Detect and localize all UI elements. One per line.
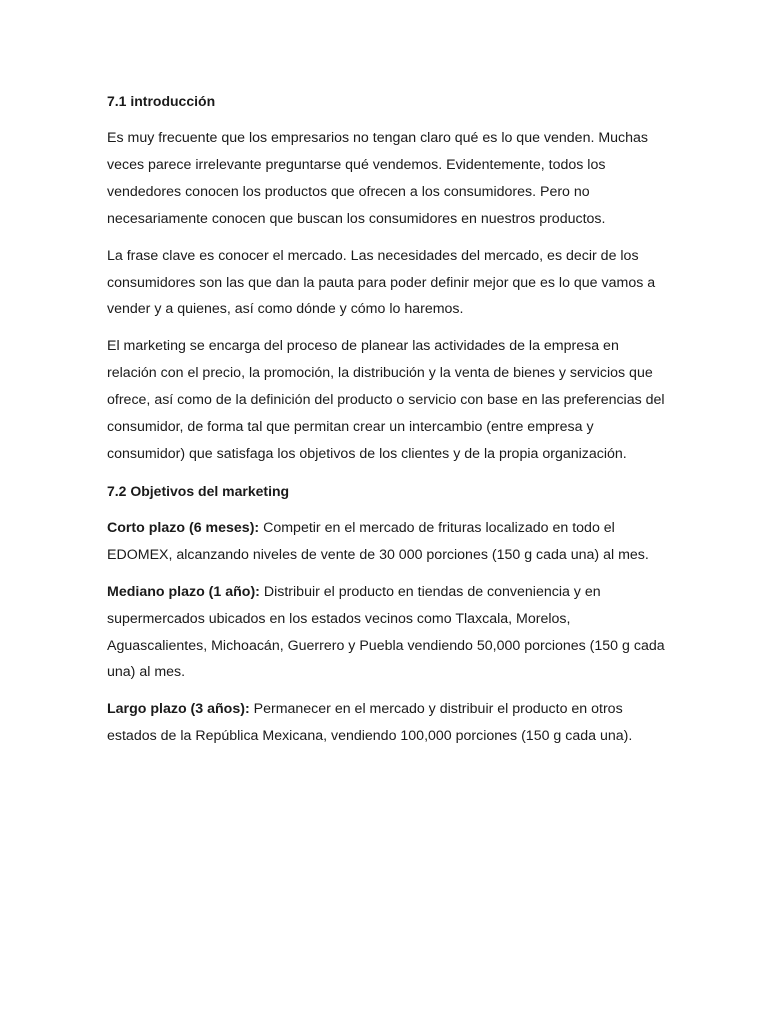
paragraph: Es muy frecuente que los empresarios no tengan claro qué es lo que venden. Muchas veces parece irrelevante preguntarse qué vendemos. Evidentemente, todos los vendedores conocen los productos que ofrecen a los consumidores. Pero no necesariamente conocen que buscan los consumidores en nuestros productos. (107, 130, 649, 227)
objective-text: Distribuir el producto en tiendas de conveniencia y en supermercados ubicados en los estados vecinos como Tlaxcala, Morelos, Aguascalientes, Michoacán, Guerrero y Puebla vendiendo 50,000 porciones (150 g cada una) al mes. (107, 583, 665, 681)
paragraph: La frase clave es conocer el mercado. Las necesidades del mercado, es decir de los consumidores son las que dan la pauta para poder definir mejor que es lo que vamos a vender y a quienes, así como dónde y cómo lo haremos. (107, 247, 656, 318)
objective-label: Corto plazo (6 meses): (107, 519, 260, 536)
document-page (107, 88, 667, 760)
objective-label: Largo plazo (3 años): (107, 701, 250, 718)
section-heading-objetivos: 7.2 Objetivos del marketing (107, 482, 290, 499)
objective-text: Competir en el mercado de frituras localizado en todo el EDOMEX, alcanzando niveles de vente de 30 000 porciones (150 g cada una) al mes. (107, 519, 649, 563)
objective-medium-term (107, 579, 667, 687)
objective-long-term (107, 696, 667, 750)
section-heading-introduccion: 7.1 introducción (107, 93, 216, 109)
objective-text: Permanecer en el mercado y distribuir el producto en otros estados de la República Mexicana, vendiendo 100,000 porciones (150 g cada una). (107, 701, 633, 745)
paragraph: El marketing se encarga del proceso de planear las actividades de la empresa en relación con el precio, la promoción, la distribución y la venta de bienes y servicios que ofrece, así como de la definición del producto o servicio con base en las preferencias del consumidor, de forma tal que permitan crear un intercambio (entre empresa y consumidor) que satisfaga los objetivos de los clientes y de la propia organización. (107, 338, 665, 462)
objective-short-term (107, 515, 667, 569)
objective-label: Mediano plazo (1 año): (107, 583, 260, 600)
